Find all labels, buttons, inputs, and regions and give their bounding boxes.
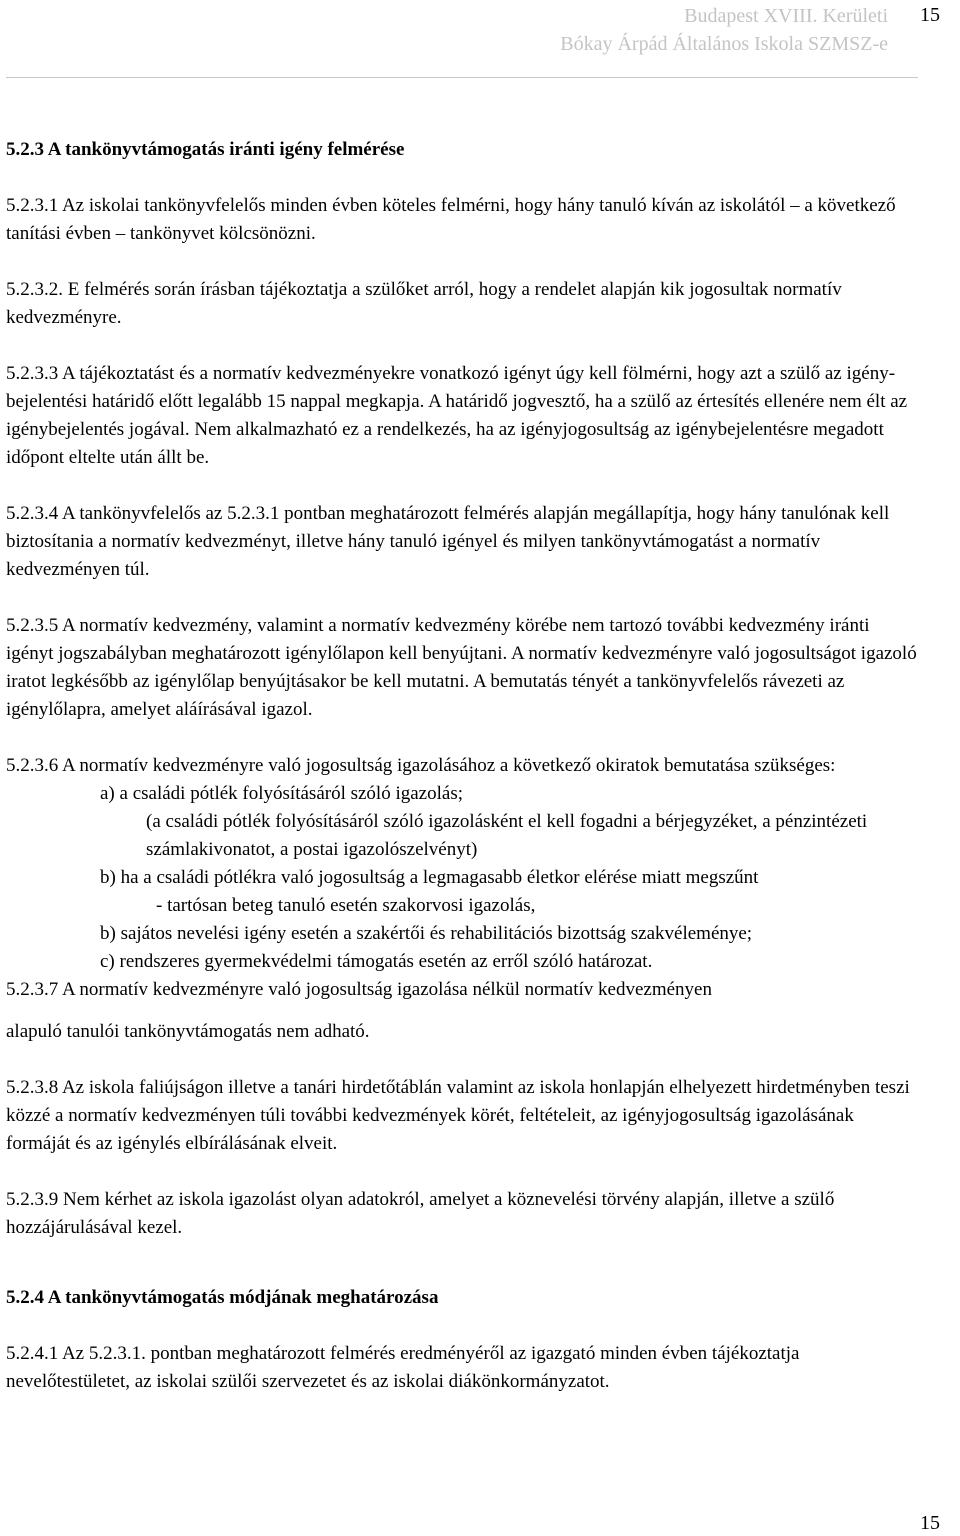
list-item-a-note: (a családi pótlék folyósításáról szóló igazolásként el kell fogadni a bérjegyzéket, a pénzintézeti számlakivonatot, a postai igazolószelvényt) <box>146 811 868 860</box>
document-body <box>6 136 918 1424</box>
paragraph-5-2-3-2: 5.2.3.2. E felmérés során írásban tájékoztatja a szülőket arról, hogy a rendelet alapján kik jogosultak normatív kedvezményre. <box>6 279 842 328</box>
paragraph-5-2-3-8: 5.2.3.8 Az iskola faliújságon illetve a tanári hirdetőtáblán valamint az iskola honlapján elhelyezett hirdetményben teszi közzé a normatív kedvezményen túli további kedvezmények körét, feltételeit, az igényjogosultság igazolásának formáját és az igénylés elbírálásának elveit. <box>6 1077 910 1154</box>
list-item-b2: b) sajátos nevelési igény esetén a szakértői és rehabilitációs bizottság szakvéleménye; <box>100 923 753 944</box>
paragraph-5-2-3-3: 5.2.3.3 A tájékoztatást és a normatív kedvezményekre vonatkozó igényt úgy kell fölmérni, hogy azt a szülő az igény-bejelentési határidő előtt legalább 15 nappal megkapja. A határidő jogvesztő, ha a szülő az értesítés ellenére nem élt az igénybejelentés jogával. Nem alkalmazható ez a rendelkezés, ha az igényjogosultság az igénybejelentésre megadott időpont eltelte után állt be. <box>6 363 908 468</box>
list-item-a: a) a családi pótlék folyósításáról szóló igazolás; <box>100 783 463 804</box>
list-item-b1-sub: - tartósan beteg tanuló esetén szakorvosi igazolás, <box>156 895 536 916</box>
list-item-c: c) rendszeres gyermekvédelmi támogatás esetén az erről szóló határozat. <box>100 951 653 972</box>
header-divider <box>6 77 918 78</box>
paragraph-5-2-3-7-line2: alapuló tanulói tankönyvtámogatás nem adható. <box>6 1021 370 1042</box>
paragraph-5-2-3-4: 5.2.3.4 A tankönyvfelelős az 5.2.3.1 pontban meghatározott felmérés alapján megállapítja, hogy hány tanulónak kell biztosítania a normatív kedvezményt, illetve hány tanuló igényel és milyen tankönyvtámogatást a normatív kedvezményen túl. <box>6 503 890 580</box>
page-header <box>560 2 888 58</box>
paragraph-5-2-3-6: 5.2.3.6 A normatív kedvezményre való jogosultság igazolásához a következő okiratok bemutatása szükséges: <box>6 755 836 776</box>
header-line-2: Bókay Árpád Általános Iskola SZMSZ-e <box>560 33 888 55</box>
paragraph-5-2-3-5: 5.2.3.5 A normatív kedvezmény, valamint a normatív kedvezmény körébe nem tartozó további kedvezmény iránti igényt jogszabályban meghatározott igénylőlapon kell benyújtani. A normatív kedvezményre való jogosultságot igazoló iratot legkésőbb az igénylőlap benyújtásakor be kell mutatni. A bemutatás tényét a tankönyvfelelős rávezeti az igénylőlapra, amelyet aláírásával igazol. <box>6 615 917 720</box>
paragraph-5-2-3-7-line1: 5.2.3.7 A normatív kedvezményre való jogosultság igazolása nélkül normatív kedvezményen <box>6 979 712 1000</box>
paragraph-5-2-3-9: 5.2.3.9 Nem kérhet az iskola igazolást olyan adatokról, amelyet a köznevelési törvény alapján, illetve a szülő hozzájárulásával kezel. <box>6 1189 835 1238</box>
section-heading-5-2-3: 5.2.3 A tankönyvtámogatás iránti igény felmérése <box>6 139 405 160</box>
section-heading-5-2-4: 5.2.4 A tankönyvtámogatás módjának meghatározása <box>6 1287 439 1308</box>
paragraph-5-2-3-1: 5.2.3.1 Az iskolai tankönyvfelelős minden évben köteles felmérni, hogy hány tanuló kíván az iskolától – a következő tanítási évben – tankönyvet kölcsönözni. <box>6 195 896 244</box>
header-page-number: 15 <box>920 4 940 26</box>
header-line-1: Budapest XVIII. Kerületi <box>684 5 888 27</box>
paragraph-5-2-4-1: 5.2.4.1 Az 5.2.3.1. pontban meghatározott felmérés eredményéről az igazgató minden évben tájékoztatja nevelőtestületet, az iskolai szülői szervezetet és az iskolai diákönkormányzatot. <box>6 1343 800 1392</box>
list-item-b1: b) ha a családi pótlékra való jogosultság a legmagasabb életkor elérése miatt megszűnt <box>100 867 759 888</box>
footer-page-number: 15 <box>920 1512 940 1534</box>
